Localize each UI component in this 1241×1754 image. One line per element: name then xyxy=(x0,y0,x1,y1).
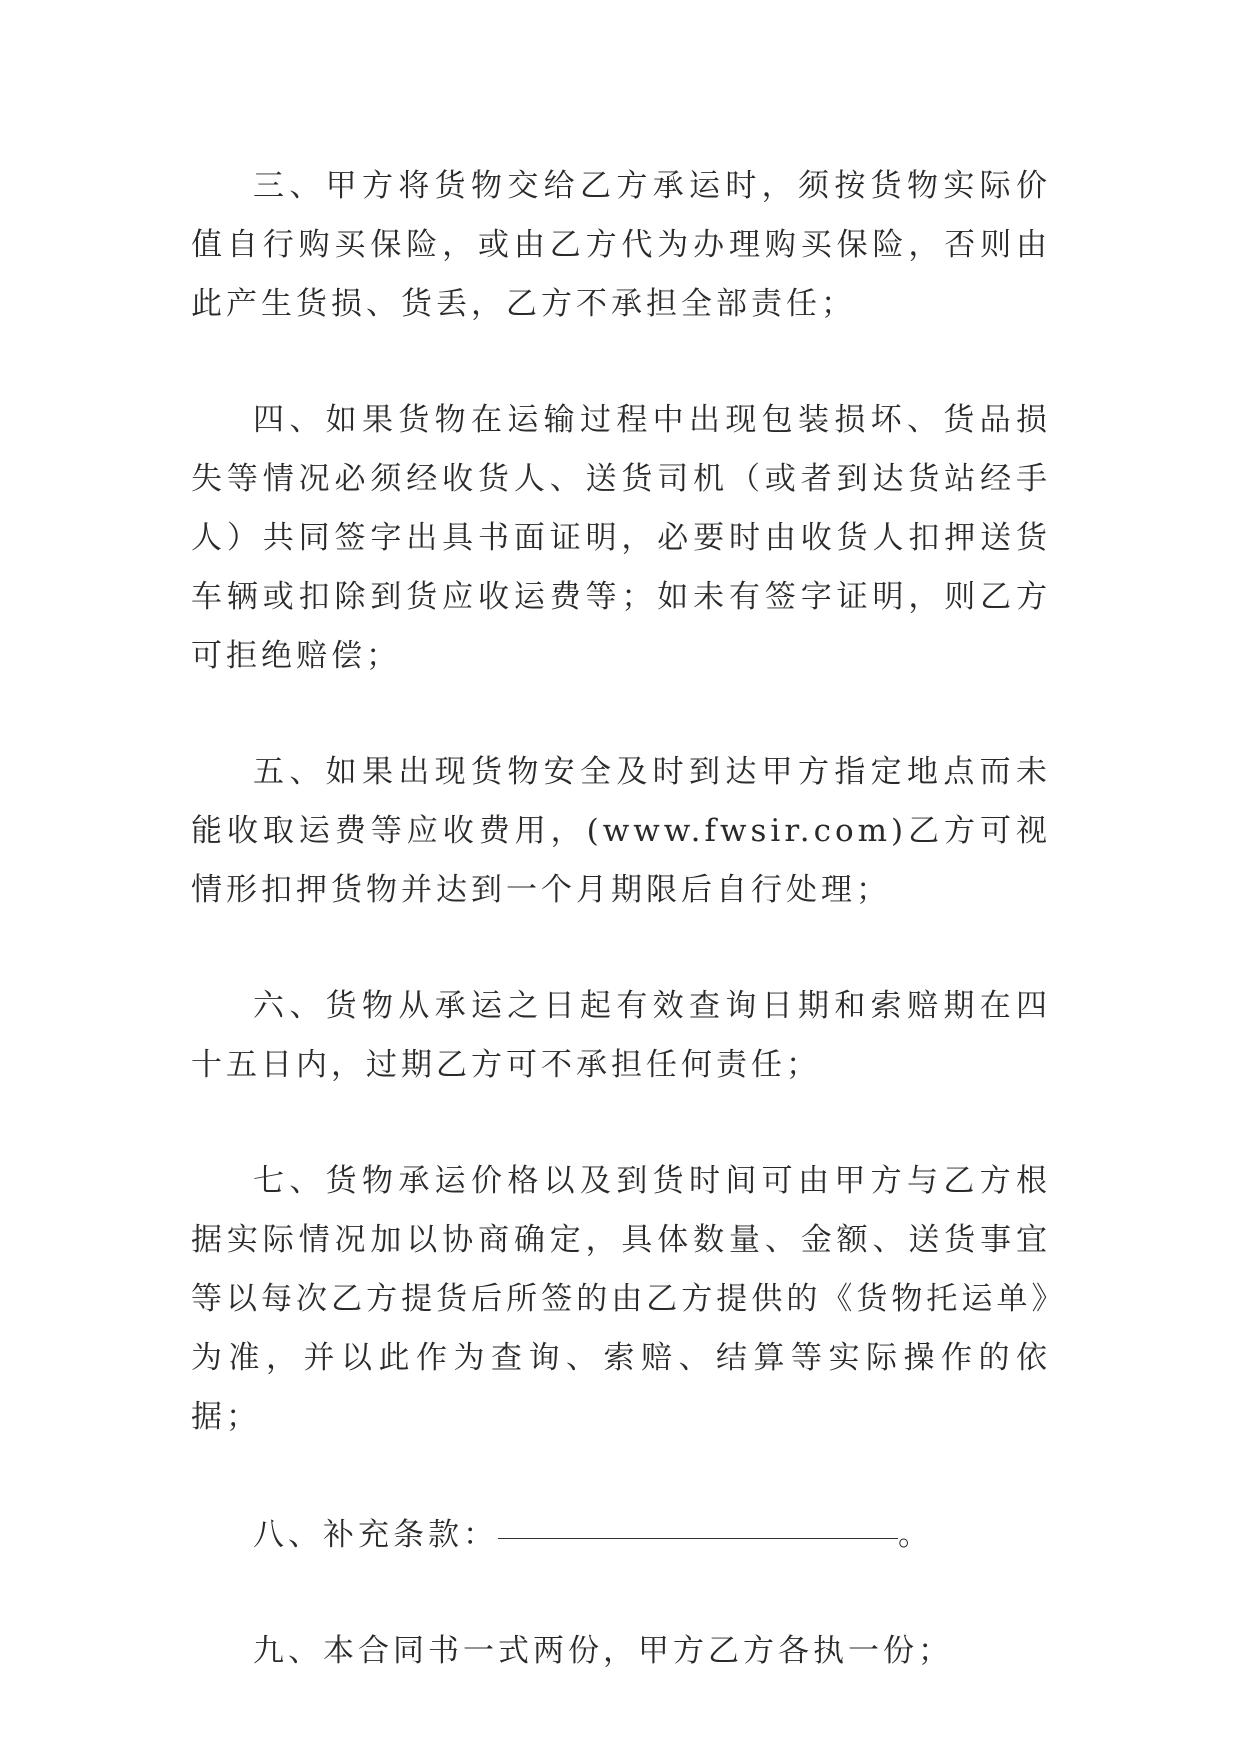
clause-5: 五、如果出现货物安全及时到达甲方指定地点而未能收取运费等应收费用，(www.fwsir.com)乙方可视情形扣押货物并达到一个月期限后自行处理； xyxy=(191,754,1051,908)
clause-7: 七、货物承运价格以及到货时间可由甲方与乙方根据实际情况加以协商确定，具体数量、金额、送货事宜等以每次乙方提货后所签的由乙方提供的《货物托运单》为准，并以此作为查询、索赔、结算等实际操作的依据； xyxy=(191,1163,1051,1435)
clause-3: 三、甲方将货物交给乙方承运时，须按货物实际价值自行购买保险，或由乙方代为办理购买保险，否则由此产生货损、货丢，乙方不承担全部责任； xyxy=(191,168,1051,322)
clause-9: 九、本合同书一式两份，甲方乙方各执一份； xyxy=(253,1633,953,1669)
contract-body xyxy=(191,157,1051,1681)
supplementary-terms-blank xyxy=(498,1498,898,1539)
clause-4: 四、如果货物在运输过程中出现包装损坏、货品损失等情况必须经收货人、送货司机（或者到达货站经手人）共同签字出具书面证明，必要时由收货人扣押送货车辆或扣除到货应收运费等；如未有签字证明，则乙方可拒绝赔偿； xyxy=(191,402,1051,674)
clause-8-label: 八、补充条款： xyxy=(253,1517,498,1553)
clause-8 xyxy=(191,1504,1051,1565)
clause-8-end: 。 xyxy=(898,1517,933,1553)
clause-6: 六、货物从承运之日起有效查询日期和索赔期在四十五日内，过期乙方可不承担任何责任； xyxy=(191,988,1051,1083)
